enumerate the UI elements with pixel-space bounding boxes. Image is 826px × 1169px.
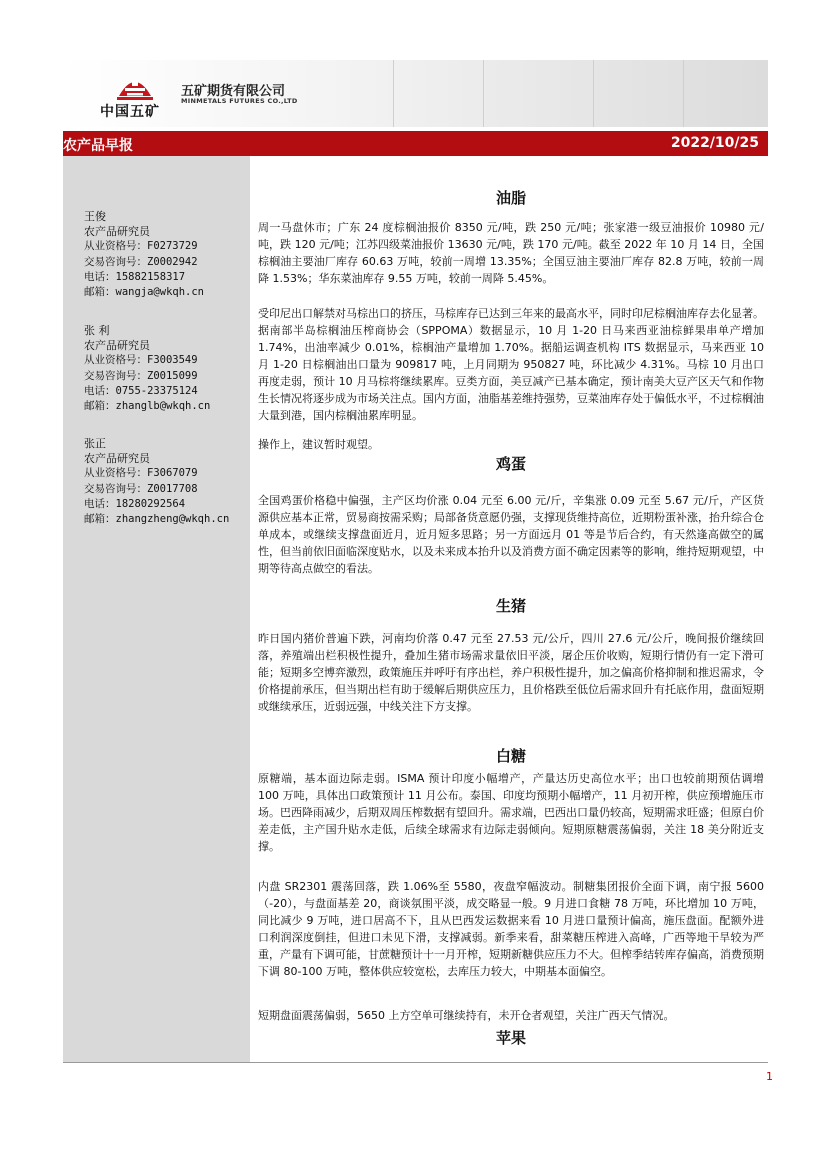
author-phone: 电话：18280292564 [84,497,186,510]
author-title: 农产品研究员 [84,339,150,353]
author-email[interactable]: 邮箱：wangja@wkqh.cn [84,286,205,299]
report-title: 农产品早报 [63,138,133,154]
section-title-pig: 生猪 [495,597,526,615]
paragraph: 昨日国内猪价普遍下跌，河南均价落 0.47 元至 27.53 元/公斤，四川 27.6 元/公斤，晚间报价继续回落，养殖端出栏积极性提升，叠加生猪市场需求量依旧平淡，屠企压价收购，短期行情仍有一定下滑可能；短期多空博弈激烈，政策施压并呼吁有序出栏，养户积极性提升，加之偏高价格抑制和推迟需求，令价格提前承压，但当期出栏有助于缓解后期供应压力，且价格跌至低位后需求回升有托底作用，盘面短期或继续承压，近弱远强，中线关注下方支撑。 [258,632,764,713]
author-email[interactable]: 邮箱：zhanglb@wkqh.cn [84,400,211,413]
author-phone: 电话：15882158317 [84,270,186,283]
author-card [84,436,229,527]
author-card [84,209,204,300]
building-decoration [593,60,664,127]
paragraph: 短期盘面震荡偏弱，5650 上方空单可继续持有，未开仓者观望，关注广西天气情况。 [258,1009,675,1022]
author-qualification: 从业资格号：F3067079 [84,467,198,480]
paragraph: 周一马盘休市；广东 24 度棕榈油报价 8350 元/吨，跌 250 元/吨；张家港一级豆油报价 10980 元/吨，跌 120 元/吨；江苏四级菜油报价 13630 元/吨，跌 170 元/吨。截至 2022 年 10 月 14 日，全国棕榈油主要油厂库存 60.63 万吨，较前一周增 13.35%；全国豆油主要油厂库存 82.8 万吨，较前一周降 1.53%；华东菜油库存 9.55 万吨，较前一周降 5.45%。 [258,221,764,285]
company-name-cn: 五矿期货有限公司 [181,84,286,99]
author-qualification: 从业资格号：F0273729 [84,240,198,253]
company-name-en: MINMETALS FUTURES CO.,LTD [181,97,298,105]
author-card [84,323,210,414]
paragraph: 原糖端，基本面边际走弱。ISMA 预计印度小幅增产，产量达历史高位水平；出口也较前期预估调增 100 万吨，具体出口政策预计 11 月公布。泰国、印度均预期小幅增产，11 月初开榨，供应预增施压市场。巴西降雨减少，后期双周压榨数据有望回升。需求端，巴西出口量仍较高，短期需求旺盛；但原白价差走低，主产国升贴水走低，后续全球需求有边际走弱倾向。短期原糖震荡偏弱，关注 18 美分附近支撑。 [258,772,764,853]
author-advisory: 交易咨询号：Z0017708 [84,482,198,495]
author-phone: 电话：0755-23375124 [84,384,198,397]
author-name: 张 利 [84,324,110,337]
section-title-sugar: 白糖 [495,747,526,765]
author-name: 王俊 [84,210,106,223]
section-title-oil: 油脂 [495,189,526,207]
section-title-apple: 苹果 [495,1029,526,1047]
paragraph: 内盘 SR2301 震荡回落，跌 1.06%至 5580，夜盘窄幅波动。制糖集团报价全面下调，南宁报 5600（-20），与盘面基差 20，商谈氛围平淡，成交略显一般。9 月进口食糖 78 万吨，环比增加 10 万吨，同比减少 9 万吨，进口居高不下，且从巴西发运数据来看 10 月进口量预计偏高，施压盘面。配额外进口利润深度倒挂，但进口未见下滑，支撑减弱。新季来看，甜菜糖压榨进入高峰，广西等地干旱较为严重，产量有下调可能，甘蔗糖预计十一月开榨，短期新糖供应压力不大。但榨季结转库存偏高，消费预期下调 80-100 万吨，整体供应较宽松，去库压力较大，中期基本面偏空。 [258,880,764,978]
building-decoration [483,60,564,127]
author-name: 张正 [84,437,106,450]
logo-text: 中国五矿 [100,104,160,120]
author-title: 农产品研究员 [84,452,150,466]
author-title: 农产品研究员 [84,225,150,239]
paragraph: 全国鸡蛋价格稳中偏强，主产区均价涨 0.04 元至 6.00 元/斤，辛集涨 0.09 元至 5.67 元/斤，产区货源供应基本正常，贸易商按需采购；局部备货意愿仍强，支撑现货维持高位，近期粉蛋补涨，抬升综合仓单成本，或继续支撑盘面近月，近月短多思路；另一方面远月 01 等是节后合约，有天然逢高做空的属性，但当前依旧面临深度贴水，以及未来成本抬升以及消费方面不确定因素等的影响，维持短期观望，中期等待高点做空的看法。 [258,494,764,575]
page-number: 1 [766,1070,773,1083]
author-qualification: 从业资格号：F3003549 [84,354,198,367]
author-advisory: 交易咨询号：Z0015099 [84,369,198,382]
building-decoration [393,60,454,127]
paragraph: 操作上，建议暂时观望。 [258,438,379,451]
author-advisory: 交易咨询号：Z0002942 [84,255,198,268]
paragraph: 受印尼出口解禁对马棕出口的挤压，马棕库存已达到三年来的最高水平，同时印尼棕榈油库存去化显著。据南部半岛棕榈油压榨商协会（SPPOMA）数据显示，10 月 1-20 日马来西亚油棕鲜果串单产增加 1.74%，出油率减少 0.01%，棕榈油产量增加 1.70%。据船运调查机构 ITS 数据显示，马来西亚 10 月 1-20 日棕榈油出口量为 909817 吨，上月同期为 950827 吨，环比减少 4.31%。马棕 10 月出口再度走弱，预计 10 月马棕将继续累库。豆类方面，美豆减产已基本确定，预计南美大豆产区天气和作物生长情况将逐步成为市场关注点。国内方面，油脂基差维持强势，豆菜油库存处于偏低水平，不过棕榈油大量到港，国内棕榈油累库明显。 [258,307,764,422]
section-title-egg: 鸡蛋 [495,455,526,473]
bottom-divider [63,1062,768,1063]
report-date: 2022/10/25 [670,135,759,151]
minmetals-logo-icon [115,72,155,102]
author-email[interactable]: 邮箱：zhangzheng@wkqh.cn [84,513,230,526]
building-decoration [683,60,768,127]
title-bar [63,131,768,156]
report-header [63,60,768,127]
